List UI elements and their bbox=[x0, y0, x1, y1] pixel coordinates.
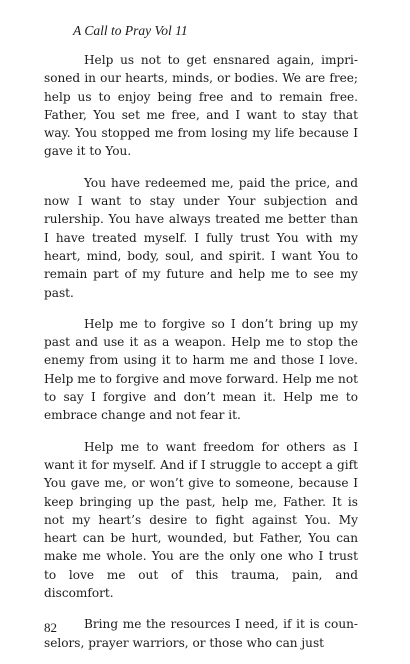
paragraph: Help us not to get ensnared again, imprisoned in our hearts, minds, or bodies. We are free; help us to enjoy being free and to remain free. Father, You set me free, and I want to stay that way. You stopped me from losing my life because I gave it to You. bbox=[44, 53, 358, 159]
paragraph: Help me to want freedom for others as I want it for myself. And if I struggle to accept a gift You gave me, or won’t give to someone, because I keep bringing up the past, help me, Father. It is not my heart’s desire to fight against You. My heart can be hurt, wounded, but Father, You can make me whole. You are the only one who I trust to love me out of this trauma, pain, and discomfort. bbox=[44, 439, 358, 601]
paragraph: You have redeemed me, paid the price, and now I want to stay under Your subjection and rulership. You have always treated me better than I have treated myself. I fully trust You with my heart, mind, body, soul, and spirit. I want You to remain part of my future and help me to see my past. bbox=[44, 175, 358, 300]
body-text bbox=[44, 51, 358, 652]
page-number: 82 bbox=[44, 620, 57, 635]
paragraph: Help me to forgive so I don’t bring up my past and use it as a weapon. Help me to stop the enemy from using it to harm me and those I love. Help me to forgive and move forward. Help me not to say I forgive and don’t mean it. Help me to embrace change and not fear it. bbox=[44, 316, 358, 423]
running-header: A Call to Pray Vol 11 bbox=[73, 23, 188, 38]
paragraph: Bring me the resources I need, if it is counselors, prayer warriors, or those who can just bbox=[44, 617, 358, 650]
